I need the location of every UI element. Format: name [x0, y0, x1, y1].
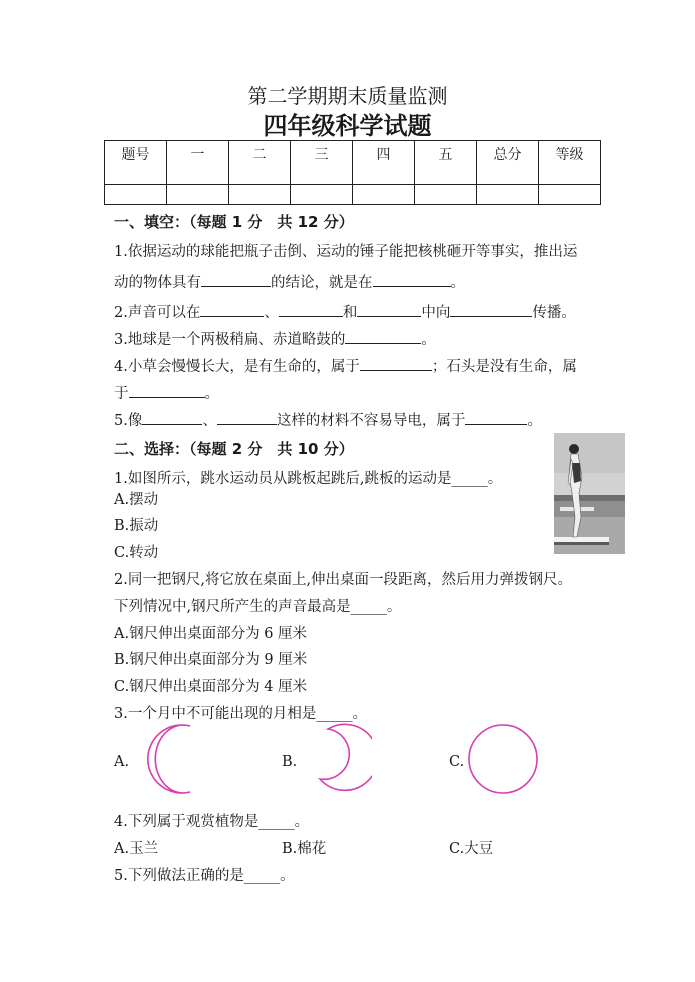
answer-blank[interactable] — [360, 356, 432, 371]
score-cell[interactable] — [229, 185, 291, 205]
answer-blank[interactable] — [201, 272, 271, 287]
s2-q3-option-b[interactable]: B. — [282, 754, 298, 770]
section1-heading: 一、填空：（每题 1 分 共 12 分） — [114, 213, 354, 231]
s2-q1-option-c[interactable]: C.转动 — [114, 545, 159, 561]
s1-q2: 2.声音可以在 、 和 中向 传播。 — [114, 301, 576, 322]
s2-q3: 3.一个月中不可能出现的月相是_____。 — [114, 706, 368, 722]
answer-blank[interactable] — [217, 410, 277, 425]
gibbous-moon-icon — [302, 723, 372, 795]
answer-blank[interactable] — [129, 383, 205, 398]
score-header-cell: 三 — [291, 141, 353, 185]
s1-q1-line1: 1.依据运动的球能把瓶子击倒、运动的锤子能把核桃砸开等事实，推出运 — [114, 244, 578, 260]
score-header-cell: 五 — [415, 141, 477, 185]
score-cell[interactable] — [415, 185, 477, 205]
answer-blank[interactable] — [373, 272, 451, 287]
answer-blank[interactable] — [279, 302, 343, 317]
diver-photo — [554, 433, 625, 554]
exam-subtitle: 第二学期期末质量监测 — [247, 84, 448, 108]
s2-q4-option-c[interactable]: C.大豆 — [449, 841, 494, 857]
s2-q5: 5.下列做法正确的是_____。 — [114, 868, 295, 884]
score-header-cell: 等级 — [539, 141, 601, 185]
score-cell[interactable] — [167, 185, 229, 205]
section2-heading: 二、选择：（每题 2 分 共 10 分） — [114, 440, 354, 458]
score-header-cell: 四 — [353, 141, 415, 185]
s2-q2-line1: 2.同一把钢尺,将它放在桌面上,伸出桌面一段距离，然后用力弹拨钢尺。 — [114, 572, 573, 588]
score-header-cell: 二 — [229, 141, 291, 185]
score-header-cell: 总分 — [477, 141, 539, 185]
s2-q4: 4.下列属于观赏植物是_____。 — [114, 814, 310, 830]
answer-blank[interactable] — [465, 410, 527, 425]
score-cell[interactable] — [539, 185, 601, 205]
score-cell[interactable] — [353, 185, 415, 205]
s2-q1-option-a[interactable]: A.摆动 — [114, 492, 159, 508]
exam-title: 四年级科学试题 — [263, 111, 432, 140]
s1-q5: 5.像 、 这样的材料不容易导电，属于 。 — [114, 409, 542, 430]
s2-q4-option-b[interactable]: B.棉花 — [282, 841, 327, 857]
s2-q3-option-a[interactable]: A. — [114, 754, 130, 770]
score-cell[interactable] — [291, 185, 353, 205]
s2-q1: 1.如图所示，跳水运动员从跳板起跳后,跳板的运动是_____。 — [114, 471, 503, 487]
s2-q2-option-c[interactable]: C.钢尺伸出桌面部分为 4 厘米 — [114, 679, 308, 695]
answer-blank[interactable] — [345, 329, 421, 344]
s1-q3: 3.地球是一个两极稍扁、赤道略鼓的 。 — [114, 328, 436, 349]
s1-q1-line2: 动的物体具有 的结论，就是在 。 — [114, 271, 465, 292]
answer-blank[interactable] — [450, 302, 532, 317]
s2-q4-option-a[interactable]: A.玉兰 — [114, 841, 159, 857]
s2-q2-line2: 下列情况中,钢尺所产生的声音最高是_____。 — [114, 599, 402, 615]
s1-q4-line2: 于 。 — [114, 382, 219, 403]
score-header-cell: 题号 — [105, 141, 167, 185]
s2-q3-option-c[interactable]: C. — [449, 754, 465, 770]
answer-blank[interactable] — [200, 302, 264, 317]
s1-q4-line1: 4.小草会慢慢长大，是有生命的，属于 ；石头是没有生命，属 — [114, 355, 577, 376]
answer-blank[interactable] — [357, 302, 421, 317]
full-moon-icon — [466, 723, 540, 795]
score-header-cell: 一 — [167, 141, 229, 185]
s2-q1-option-b[interactable]: B.振动 — [114, 518, 159, 534]
score-cell[interactable] — [477, 185, 539, 205]
score-table — [104, 140, 601, 205]
s2-q2-option-b[interactable]: B.钢尺伸出桌面部分为 9 厘米 — [114, 652, 308, 668]
answer-blank[interactable] — [142, 410, 202, 425]
score-cell[interactable] — [105, 185, 167, 205]
s2-q2-option-a[interactable]: A.钢尺伸出桌面部分为 6 厘米 — [114, 626, 308, 642]
crescent-moon-icon — [144, 723, 194, 795]
